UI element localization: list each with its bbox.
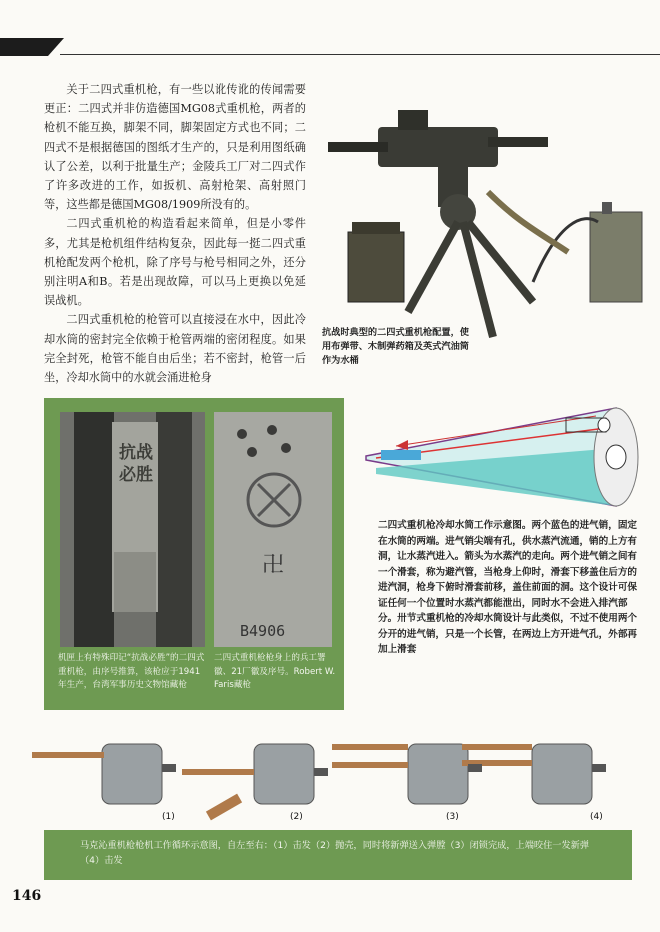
svg-text:卍: 卍 — [262, 553, 285, 578]
diagram-caption: 二四式重机枪冷却水筒工作示意图。两个蓝色的进气销，固定在水筒的两端。进气销尖端有孔，供水蒸汽流通，销的上方有洞，让水蒸汽进入。箭头为水蒸汽的走向。两个进气销之间有一个滑套，称为避汽管，当枪身上仰时，滑套下移盖住后方的进汽洞，枪身下俯时滑套前移，盖住前面的洞。这个设计可保证任何一个位置时水蒸汽都能泄出，同时水不会进入排汽部分。卅节式重机枪的冷却水筒设计与此类似，不过不使用两个分开的进气销，只是一个长管，在两边上方开进气孔，外部再加上滑套 — [378, 520, 638, 655]
receiver-photo — [60, 412, 205, 647]
barrel-marks-illustration — [214, 412, 332, 647]
barrel-marks-photo — [214, 412, 332, 647]
cycle-label-4: (4) — [590, 812, 603, 822]
barrel-marks-caption: 二四式重机枪枪身上的兵工署徽、21厂徽及序号。Robert W. Faris藏枪 — [214, 653, 336, 690]
paragraph-3: 二四式重机枪的枪管可以直接浸在水中，因此冷却水筒的密封完全依赖于枪管两端的密闭程度。如果完全封死，枪管不能自由后坐；若不密封，枪管一后坐，冷却水筒中的水就会涌进枪身 — [44, 313, 306, 385]
cycle-label-1: (1) — [162, 812, 175, 822]
serial-number: B4906 — [240, 622, 286, 640]
paragraph-2: 二四式重机枪的构造看起来简单，但是小零件多，尤其是枪机组件结构复杂，因此每一挺二四式重机枪配发两个枪机，除了序号与枪号相同之外，还分别注明A和B。若是出现故障，可以马上更换以免延误战机。 — [44, 217, 306, 308]
cycle-label-2: (2) — [290, 812, 303, 822]
machine-gun-caption: 抗战时典型的二四式重机枪配置，使用布弹带、木制弹药箱及英式汽油筒作为水桶 — [322, 327, 469, 366]
receiver-mark-text: 抗战必胜 — [119, 443, 153, 485]
chapter-tab — [0, 38, 48, 56]
machine-gun-photo — [318, 72, 648, 342]
cycle-caption: 马克沁重机枪枪机工作循环示意图，自左至右：（1）击发（2）抛壳，同时将新弹送入弹膛（3）闭锁完成，上端咬住一发新弹（4）击发 — [80, 840, 590, 866]
cooling-jacket-diagram — [356, 398, 656, 513]
header-rule — [60, 54, 660, 55]
cycle-label-3: (3) — [446, 812, 459, 822]
maxim-cycle-illustration — [32, 724, 632, 834]
body-text — [44, 80, 306, 387]
paragraph-1: 关于二四式重机枪，有一些以讹传讹的传闻需要更正：二四式并非仿造德国MG08式重机枪，两者的枪机不能互换，脚架不同，脚架固定方式也不同；二四式不是根据德国的图纸才生产的，只是利用图纸确认了公差，以利于批量生产；金陵兵工厂对二四式作了许多改进的工作，如扳机、高射枪架、高射照门等，这些都是德国MG08/1909所没有的。 — [44, 83, 306, 212]
receiver-caption: 机匣上有特殊印记“抗战必胜”的二四式重机枪，由序号推算，该枪应于1941年生产，台湾军事历史文物馆藏枪 — [58, 653, 205, 690]
page-number: 146 — [12, 888, 42, 904]
